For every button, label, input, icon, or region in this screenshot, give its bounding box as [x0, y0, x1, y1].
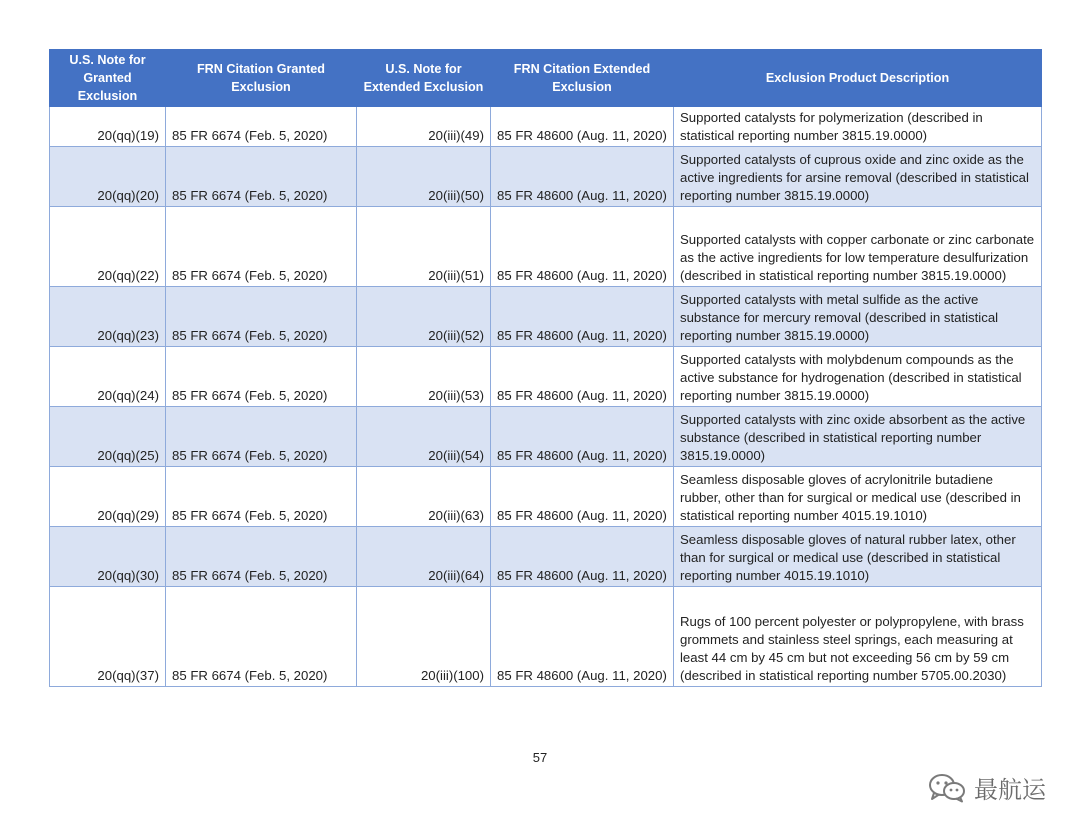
cell-extended-note: 20(iii)(63)	[357, 467, 491, 527]
cell-granted-frn: 85 FR 6674 (Feb. 5, 2020)	[166, 407, 357, 467]
table-row	[50, 467, 1042, 527]
cell-extended-note: 20(iii)(52)	[357, 287, 491, 347]
table-row	[50, 347, 1042, 407]
cell-extended-note: 20(iii)(49)	[357, 107, 491, 147]
cell-extended-note: 20(iii)(64)	[357, 527, 491, 587]
cell-extended-frn: 85 FR 48600 (Aug. 11, 2020)	[491, 147, 674, 207]
cell-granted-note: 20(qq)(19)	[50, 107, 166, 147]
cell-granted-frn: 85 FR 6674 (Feb. 5, 2020)	[166, 347, 357, 407]
cell-description: Supported catalysts with molybdenum compounds as the active substance for hydrogenation (described in statistical reporting number 3815.19.0000)	[674, 347, 1042, 407]
wechat-icon	[928, 773, 966, 803]
watermark-text: 最航运	[974, 777, 1046, 804]
header-extended-note: U.S. Note for Extended Exclusion	[357, 50, 491, 107]
cell-extended-frn: 85 FR 48600 (Aug. 11, 2020)	[491, 207, 674, 287]
cell-extended-note: 20(iii)(100)	[357, 587, 491, 687]
cell-description: Rugs of 100 percent polyester or polypropylene, with brass grommets and stainless steel springs, each measuring at least 44 cm by 45 cm but not exceeding 56 cm by 59 cm (described in statistical reporting number 5705.00.2030)	[674, 587, 1042, 687]
cell-description: Supported catalysts of cuprous oxide and zinc oxide as the active ingredients for arsine removal (described in statistical reporting number 3815.19.0000)	[674, 147, 1042, 207]
page-number: 57	[532, 750, 548, 765]
cell-granted-frn: 85 FR 6674 (Feb. 5, 2020)	[166, 467, 357, 527]
cell-granted-frn: 85 FR 6674 (Feb. 5, 2020)	[166, 207, 357, 287]
header-extended-frn: FRN Citation Extended Exclusion	[491, 50, 674, 107]
cell-granted-note: 20(qq)(22)	[50, 207, 166, 287]
cell-extended-frn: 85 FR 48600 (Aug. 11, 2020)	[491, 347, 674, 407]
cell-extended-note: 20(iii)(53)	[357, 347, 491, 407]
cell-granted-frn: 85 FR 6674 (Feb. 5, 2020)	[166, 287, 357, 347]
cell-description: Supported catalysts with zinc oxide absorbent as the active substance (described in statistical reporting number 3815.19.0000)	[674, 407, 1042, 467]
header-granted-frn: FRN Citation Granted Exclusion	[166, 50, 357, 107]
cell-extended-frn: 85 FR 48600 (Aug. 11, 2020)	[491, 287, 674, 347]
cell-extended-frn: 85 FR 48600 (Aug. 11, 2020)	[491, 467, 674, 527]
table-header-row	[50, 50, 1042, 107]
cell-granted-frn: 85 FR 6674 (Feb. 5, 2020)	[166, 147, 357, 207]
watermark	[928, 770, 1046, 805]
header-description: Exclusion Product Description	[674, 50, 1042, 107]
table-row	[50, 287, 1042, 347]
table-row	[50, 407, 1042, 467]
cell-extended-frn: 85 FR 48600 (Aug. 11, 2020)	[491, 527, 674, 587]
cell-granted-note: 20(qq)(23)	[50, 287, 166, 347]
cell-extended-frn: 85 FR 48600 (Aug. 11, 2020)	[491, 407, 674, 467]
cell-granted-note: 20(qq)(24)	[50, 347, 166, 407]
cell-extended-frn: 85 FR 48600 (Aug. 11, 2020)	[491, 107, 674, 147]
cell-granted-note: 20(qq)(29)	[50, 467, 166, 527]
cell-extended-note: 20(iii)(50)	[357, 147, 491, 207]
cell-granted-note: 20(qq)(30)	[50, 527, 166, 587]
header-granted-note: U.S. Note for Granted Exclusion	[50, 50, 166, 107]
table-row	[50, 527, 1042, 587]
table-row	[50, 147, 1042, 207]
cell-extended-note: 20(iii)(54)	[357, 407, 491, 467]
table-row	[50, 587, 1042, 687]
cell-description: Supported catalysts with copper carbonate or zinc carbonate as the active ingredients for low temperature desulfurization (described in statistical reporting number 3815.19.0000)	[674, 207, 1042, 287]
table-row	[50, 107, 1042, 147]
cell-description: Supported catalysts with metal sulfide as the active substance for mercury removal (described in statistical reporting number 3815.19.0000)	[674, 287, 1042, 347]
cell-description: Seamless disposable gloves of acrylonitrile butadiene rubber, other than for surgical or medical use (described in statistical reporting number 4015.19.1010)	[674, 467, 1042, 527]
table-row	[50, 207, 1042, 287]
cell-description: Seamless disposable gloves of natural rubber latex, other than for surgical or medical use (described in statistical reporting number 4015.19.1010)	[674, 527, 1042, 587]
cell-extended-frn: 85 FR 48600 (Aug. 11, 2020)	[491, 587, 674, 687]
exclusions-table	[49, 49, 1042, 687]
cell-granted-note: 20(qq)(25)	[50, 407, 166, 467]
cell-granted-note: 20(qq)(20)	[50, 147, 166, 207]
cell-granted-note: 20(qq)(37)	[50, 587, 166, 687]
cell-extended-note: 20(iii)(51)	[357, 207, 491, 287]
cell-granted-frn: 85 FR 6674 (Feb. 5, 2020)	[166, 587, 357, 687]
cell-description: Supported catalysts for polymerization (described in statistical reporting number 3815.19.0000)	[674, 107, 1042, 147]
cell-granted-frn: 85 FR 6674 (Feb. 5, 2020)	[166, 107, 357, 147]
cell-granted-frn: 85 FR 6674 (Feb. 5, 2020)	[166, 527, 357, 587]
